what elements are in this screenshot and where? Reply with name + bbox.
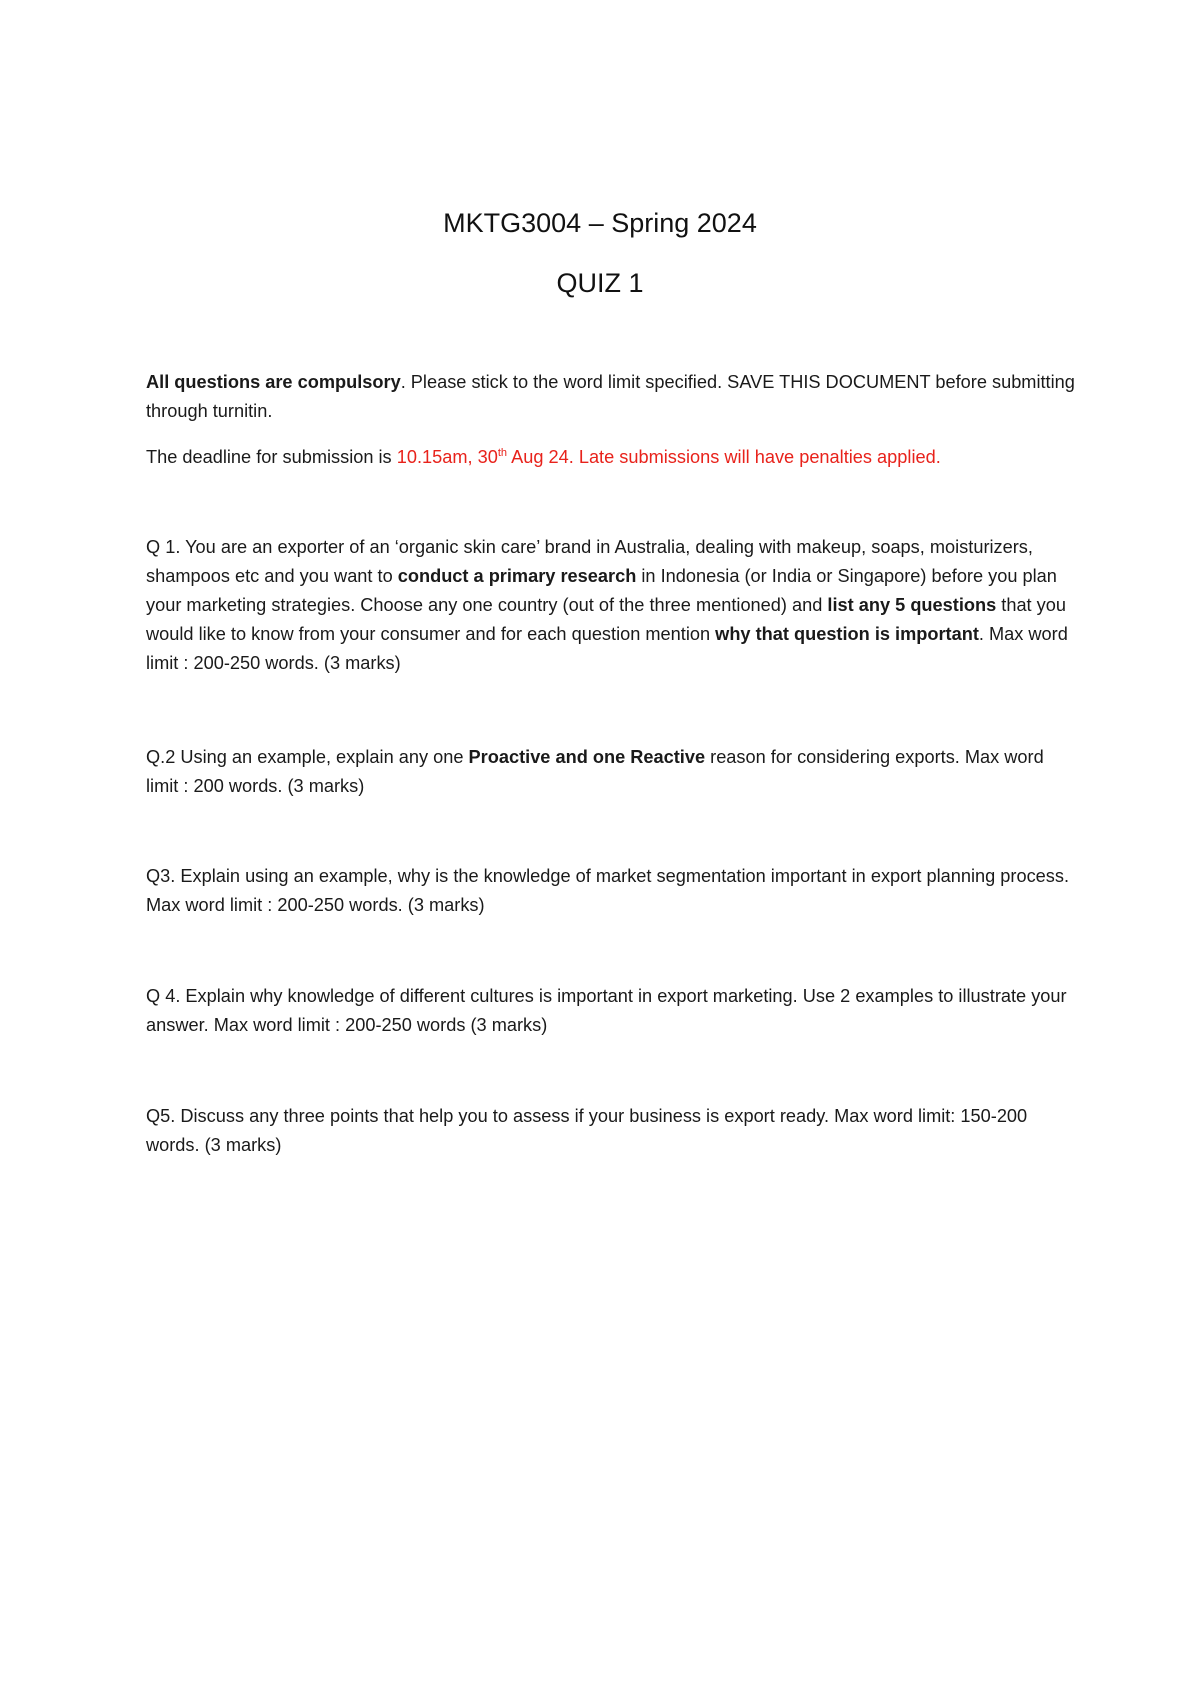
course-title: MKTG3004 – Spring 2024 <box>443 208 757 238</box>
question-text-run: Q5. Discuss any three points that help you to assess if your business is export ready. Max word limit: 150-200 words. (3 marks) <box>146 1106 1028 1155</box>
question-text-run: list any 5 questions <box>827 595 997 615</box>
instructions-text: . Please stick to the word limit specified. SAVE THIS DOCUMENT before submitting through turnitin. <box>146 372 1075 421</box>
instructions-bold-lead: All questions are compulsory <box>146 372 401 392</box>
question-text-run: . Max word limit : 200-250 words. (3 marks) <box>146 624 1068 673</box>
deadline-paragraph <box>146 443 1076 472</box>
deadline-ordinal: th <box>497 446 508 459</box>
deadline-date-warning: Aug 24. Late submissions will have penalties applied. <box>507 447 941 467</box>
question-text-run: Q3. Explain using an example, why is the knowledge of market segmentation important in export planning process. Max word limit : 200-250 words. (3 marks) <box>146 866 1070 915</box>
question-1 <box>146 533 1076 678</box>
question-text-run: why that question is important <box>715 624 979 644</box>
question-2 <box>146 743 1076 801</box>
deadline-time: 10.15am, 30 <box>396 447 498 467</box>
question-text-run: that you would like to know from your consumer and for each question mention <box>146 595 1066 644</box>
question-text-run: in Indonesia (or India or Singapore) before you plan your marketing strategies. Choose any one country (out of the three mentioned) and <box>146 566 1057 615</box>
question-5 <box>146 1102 1076 1160</box>
deadline-lead: The deadline for submission is <box>146 447 397 467</box>
question-4 <box>146 982 1076 1040</box>
question-3 <box>146 862 1076 920</box>
question-text-run: Q 4. Explain why knowledge of different cultures is important in export marketing. Use 2 examples to illustrate your answer. Max word limit : 200-250 words (3 marks) <box>146 986 1067 1035</box>
question-text-run: Q 1. You are an exporter of an ‘organic skin care’ brand in Australia, dealing with makeup, soaps, moisturizers, shampoos etc and you want to <box>146 537 1033 586</box>
instructions-paragraph <box>146 368 1076 426</box>
question-text-run: conduct a primary research <box>397 566 637 586</box>
quiz-title: QUIZ 1 <box>556 268 644 298</box>
question-text-run: reason for considering exports. Max word limit : 200 words. (3 marks) <box>146 747 1044 796</box>
question-text-run: Proactive and one Reactive <box>468 747 706 767</box>
question-text-run: Q.2 Using an example, explain any one <box>146 747 469 767</box>
